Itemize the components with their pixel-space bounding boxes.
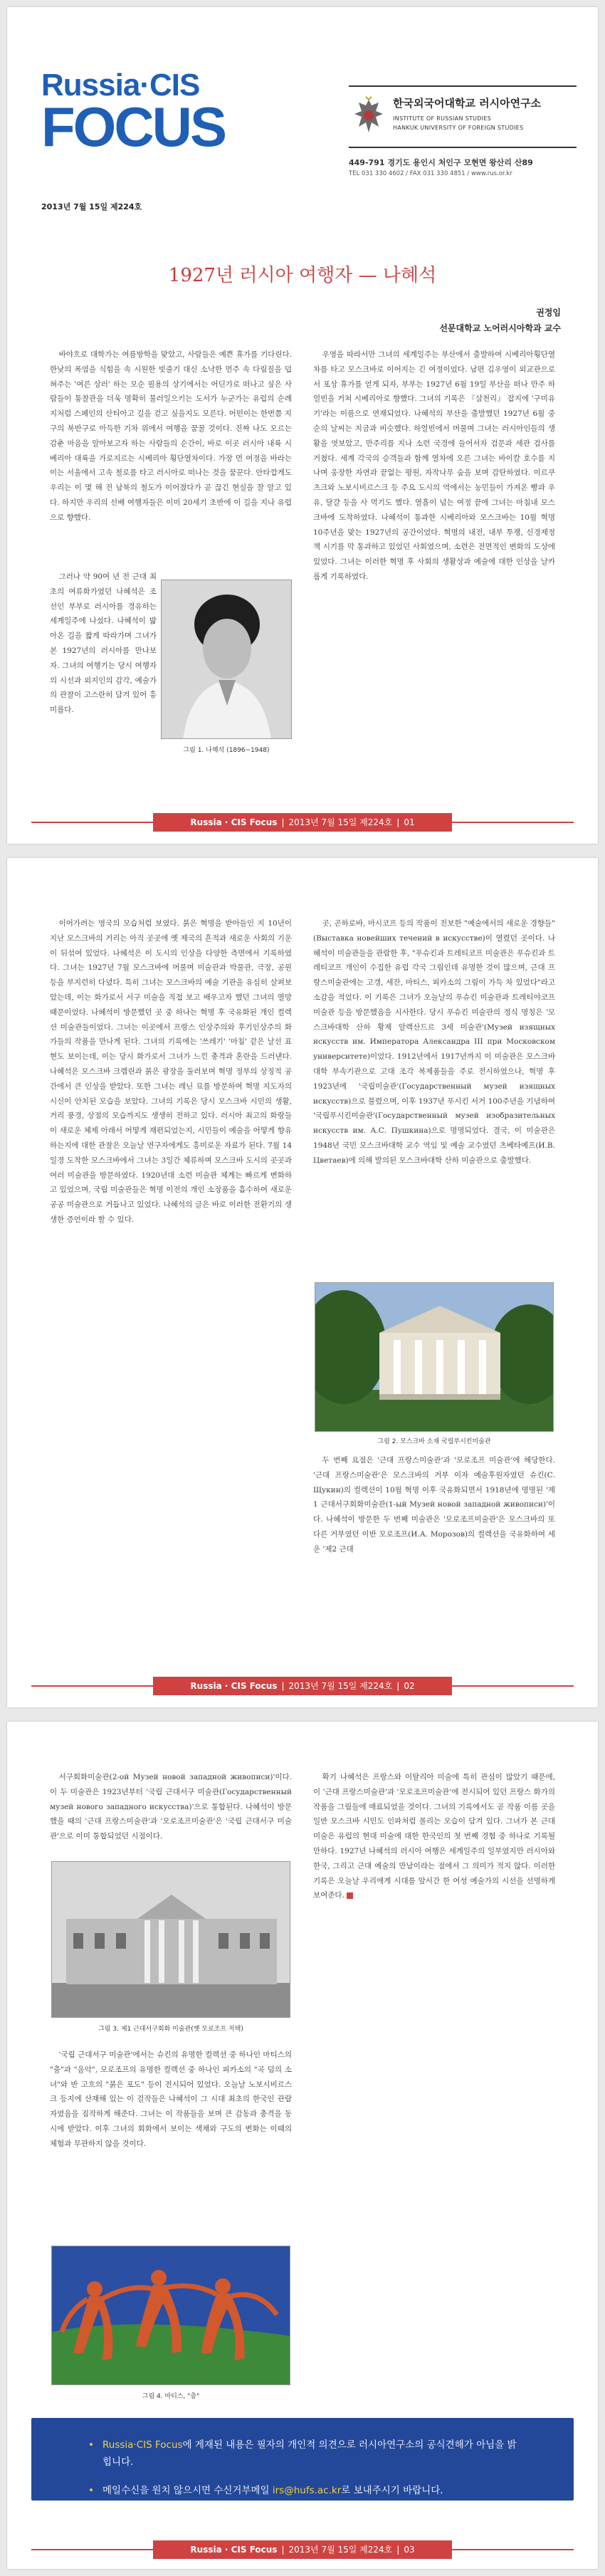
p2-paragraph: 곳, 곤하로바, 마시코프 등의 작품이 진보한 "예술에서의 새로운 경향들"(Выставка новейших течений в искусстве)이 열렸던 곳이다. 나혜석이 미술관들을 관람한 후, "푸슈킨과 트레티코프 미술관은 푸슈킨과 트레티코프 개인이 수집한 유럽 각국 그림인데 유명한 것이 많으며, 근대 프랑스미술관에는 고갱, 세잔, 마티스, 피카소의 그림이 가득 차 있었다"라고 소감을 적었다. 이 기록은 그녀가 오늘날의 푸슈킨 미술관과 트레티야코프 미술관 등을 방문했음을 시사한다. 당시 푸슈킨 미술관의 정식 명칭은 '모스크바대학 산하 황제 알렉산드르 3세 미술관'(Музей изящных искусств им. Императора Александра III при Московском университете)이었다. 1912년에서 1917년까지 이 미술관은 모스크바 대학 부속기관으로 고대 조각 복제품들을 주로 전시하였으나, 혁명 후 1923년에 '국립미술관'(Государственный музей изящных искусств)으로 불렸으며, 이후 1937년 푸시킨 서거 100주년을 기념하여 '국립푸시킨미술관'(Государственный музей изобразительных искусств им. А.С. Пушкина)으로 명명되었다. 결국, 이 미술관은 1948년 국민 모스크바대학 교수 역임 및 예술 교수였던 츠베타예프(И.В. Цветаев)에 의해 발의된 모스크바대학 산하 미술관으로 출발했다. xyxy=(313,919,555,1165)
end-mark-icon xyxy=(347,1892,353,1899)
photo2-caption: 그림 2. 모스크바 소재 국립푸시킨미술관 xyxy=(377,1438,491,1445)
footer-date: 2013년 7월 15일 제224호 xyxy=(288,817,393,827)
p2-paragraph: 이어가려는 영국의 모습처럼 보였다. 붉은 혁명을 받아들인 지 10년이 지난 모스크바의 거리는 아직 곳곳에 옛 제국의 흔적과 새로운 사회의 기운이 뒤섞여 있었다. 나혜석은 이 도시의 인상을 다양한 측면에서 기록하였다. 그녀는 1927년 7월 모스크바에 머물며 미술관과 박물관, 극장, 공원 등을 부지런히 다녔다. 특히 그녀는 모스크바의 예술 기관을 유심히 살펴보았는데, 이는 화가로서 서구 미술을 직접 보고 배우고자 했던 그녀의 열망 때문이었다. 나혜석이 방문했던 곳 중 하나는 혁명 후 국유화된 개인 컬렉션 미술관들이었다. 그녀는 이곳에서 프랑스 인상주의와 후기인상주의 화가들의 작품을 만나게 된다. 그녀의 기록에는 '쓰레기' '마침' 같은 날선 표현도 보이는데, 이는 당시 화가로서 그녀가 느낀 충격과 혼란을 드러낸다. 나혜석은 모스크바 크렘린과 붉은 광장을 둘러보며 혁명 정부의 상징적 공간에서 큰 인상을 받았다. 또한 그녀는 레닌 묘를 방문하여 혁명 지도자의 시신이 안치된 모습을 보았다. 그녀의 기록은 당시 모스크바 시민의 생활, 거리 풍경, 상점의 모습까지도 생생히 전하고 있다. 러시아 최고의 화랑들이 새로운 체제 아래서 어떻게 재편되었는지, 시민들이 예술을 어떻게 향유하는지에 대한 관찰은 오늘날 연구자에게도 흥미로운 자료가 된다. 7월 14일경 도착한 모스크바에서 그녀는 3일간 체류하며 모스크바 도시의 곳곳과 여러 미술관을 방문하였다. 1920년대 소련 미술관 체계는 빠르게 변화하고 있었으며, 국립 미술관들은 혁명 이전의 개인 소장품을 흡수하여 새로운 공공 미술관으로 거듭나고 있었다. 나혜석의 글은 바로 이러한 전환기의 생생한 증언이라 할 수 있다. xyxy=(50,919,292,1224)
institute-block xyxy=(349,85,577,148)
logo xyxy=(41,68,225,158)
issue-label: 2013년 7월 15일 제224호 xyxy=(41,202,142,211)
footer xyxy=(7,1675,598,1697)
page-2 xyxy=(7,858,598,1707)
photo3-caption: 그림 3. 제1 근대서구회화 미술관(옛 모로조프 저택) xyxy=(98,2026,243,2033)
footer-date: 2013년 7월 15일 제224호 xyxy=(288,1681,393,1691)
page-3 xyxy=(7,1722,598,2569)
museum-image xyxy=(315,1283,554,1432)
author-name: 권정임 xyxy=(536,308,561,318)
notice-box xyxy=(31,2418,574,2501)
notice-item xyxy=(88,2436,517,2471)
p3-col-right xyxy=(313,1770,555,1984)
notice-email-link[interactable]: irs@hufs.ac.kr xyxy=(272,2485,342,2496)
p1-col-left-top xyxy=(50,347,292,570)
notice-item xyxy=(88,2482,517,2499)
dance-painting xyxy=(51,2246,290,2385)
logo-bottom: FOCUS xyxy=(41,95,225,158)
p3-col-left-mid xyxy=(50,2048,292,2233)
p3-paragraph-text: 확기 나혜석은 프랑스와 이탈리아 미술에 특히 관심이 많았기 때문에, 이 '근대 프랑스미술관'과 '모로조프미술관'에 전시되어 있던 프랑스 화가의 작품을 그림들에 매료되었을 것이다. 그녀의 기록에서도 곧 작품 이름 곳을 일반 모스크바 시민도 인파처럼 몰리는 모습이 담겨 있다. 그녀가 본 근대 미술은 유럽의 현대 미술에 대한 한국인의 첫 번째 경험 중 하나로 기록될 만하다. 1927년 나혜석의 러시아 여행은 세계일주의 일부였지만 러시아와 한국, 그리고 근대 예술의 만남이라는 점에서 그 의미가 적지 않다. 이러한 기록은 오늘날 우리에게 시대를 앞서간 한 여성 예술가의 시선을 선명하게 보여준다. xyxy=(313,1773,555,1900)
footer-brand: Russia · CIS Focus xyxy=(190,817,278,827)
p2-col-right-bottom xyxy=(313,1453,555,1645)
museum-photo xyxy=(315,1282,554,1432)
portrait-image xyxy=(162,580,292,739)
eagle-emblem-icon xyxy=(350,95,387,137)
footer-page-number: 03 xyxy=(404,2545,415,2555)
author-affiliation: 선문대학교 노어러시아학과 교수 xyxy=(439,323,561,333)
p3-paragraph: 서구회화미술관(2-ой Музей новой западной живописи)'이다. 이 두 미술관은 1923년부터 '국립 근대서구 미술관(Государственный музей нового западного искусства)'으로 통합된다. 나혜석이 방문했을 때의 '근대 프랑스미술관'과 '모로조프미술관'은 '국립 근대서구 미술관'으로 이미 통합되었던 시점이다. xyxy=(50,1773,292,1841)
article-title: 1927년 러시아 여행자 — 나혜석 xyxy=(168,265,437,286)
institute-name-en-2: HANKUK UNIVERSITY OF FOREIGN STUDIES xyxy=(393,125,524,131)
footer xyxy=(7,812,598,833)
footer-date: 2013년 7월 15일 제224호 xyxy=(288,2545,393,2555)
footer-page-number: 01 xyxy=(404,817,415,827)
footer-page-number: 02 xyxy=(404,1681,415,1691)
notice-text: 메일수신을 원치 않으시면 수신거부메일 xyxy=(102,2485,270,2496)
p1-col-right xyxy=(313,347,555,775)
p1-col-left-bottom xyxy=(50,570,157,775)
dance-painting-image xyxy=(52,2246,290,2385)
notice-brand: Russia·CIS Focus xyxy=(102,2439,183,2451)
institute-name-ko: 한국외국어대학교 러시아연구소 xyxy=(393,97,542,110)
notice-text: 로 보내주시기 바랍니다. xyxy=(341,2485,443,2496)
notice-text: 에 게재된 내용은 필자의 개인적 의견으로 러시아연구소의 공식견해가 아님을 밝힙니다. xyxy=(102,2439,517,2468)
p1-paragraph: 우영을 따라서만 그녀의 세계일주는 부산에서 출발하여 시베리아횡단열차를 타고 모스크바로 이어지는 긴 여정이었다. 남편 김우영이 외교관으로서 포상 휴가를 얻게 되자, 부부는 1927년 6월 19일 부산을 떠나 만주 하얼빈을 거쳐 시베리아로 향했다. 그녀의 기록은 『삼천리』 잡지에 '구미유기'라는 이름으로 연재되었다. 나혜석의 부산을 출발했던 1927년 6월 중순의 날씨는 지금과 비슷했다. 하얼빈에서 머물며 그녀는 러시아인들의 생활을 엿보았고, 만주리를 지나 소련 국경에 들어서자 검문과 세관 검사를 거쳤다. 세계 각국의 승객들과 함께 열차에 오른 그녀는 바이칼 호수를 지나며 웅장한 자연과 끝없는 평원, 자작나무 숲을 보며 감탄하였다. 이르쿠츠크와 노보시비르스크 등 주요 도시의 역에서는 농민들이 가져온 빵과 우유, 달걀 등을 사 먹기도 했다. 열흘이 넘는 여정 끝에 그녀는 마침내 모스크바에 도착하였다. 나혜석이 통과한 시베리아와 모스크바는 10월 혁명 10주년을 맞는 1927년의 공간이었다. 혁명의 내전, 내부 투쟁, 신경제정책 시기를 막 통과하고 있었던 사회였으며, 소련은 전면적인 변화의 도상에 있었다. 그녀는 이러한 혁명 후 사회의 생활상과 예술에 대한 인상을 날카롭게 기록하였다. xyxy=(313,350,555,581)
contact-line: TEL 031 330 4602 / FAX 031 330 4851 / www.rus.or.kr xyxy=(349,170,512,177)
p2-col-left xyxy=(50,916,292,1643)
photo1-caption: 그림 1. 나혜석 (1896~1948) xyxy=(183,747,270,754)
footer-bar: Russia · CIS Focus | 2013년 7월 15일 제224호 | 02 xyxy=(153,1677,452,1695)
p2-col-right-top xyxy=(313,916,555,1272)
footer-brand: Russia · CIS Focus xyxy=(190,2545,278,2555)
p1-paragraph: 바야흐로 대학가는 여름방학을 맞았고, 사람들은 예쁜 휴가를 기다린다. 한낮의 폭염을 식힘을 속 시원한 빗줄기 대신 소낙한 먼주 속 다림질을 덥혀주는 '여른 상러' 하는 모순 필용의 상기에서는 어딘가로 떠나고 싶은 사람들이 통찰관을 더욱 명확히 불러일으키는 도서가 누군가는 유럽의 순례지처럼 스페인의 산티아고 길을 걷고 싶을지도 모른다. 어떤이는 한번쯤 지구의 북반구로 아득한 기차 위에서 여행을 꿈꿀 것이다. 진짜 나도 모르는 감춘 마음을 알아보고자 하는 사람들의 순간이, 바로 이곳 러시아 내륙 시베리아 대륙을 가로지르는 시베리아 횡단열차이다. 가장 먼 여정을 바라는 이는 서울에서 고속 철로를 타고 러시아로 떠나는 것을 꿈꾼다. 안타깝게도 우리는 이 몇 해 전 남북의 철도가 이어졌다가 곧 끊긴 현실을 잘 알고 있다. 하지만 우리의 선배 여행자들은 이미 20세기 초반에 이 길을 지나 유럽으로 향했다. xyxy=(50,350,292,522)
footer xyxy=(7,2539,598,2560)
footer-bar: Russia · CIS Focus | 2013년 7월 15일 제224호 | 03 xyxy=(153,2540,452,2559)
address-line: 449-791 경기도 용인시 처인구 모현면 왕산리 산89 xyxy=(349,158,533,167)
footer-bar: Russia · CIS Focus | 2013년 7월 15일 제224호 | 01 xyxy=(153,813,452,832)
institute-name-en-1: INSTITUTE OF RUSSIAN STUDIES xyxy=(393,115,492,122)
page-1 xyxy=(7,7,598,844)
p2-paragraph: 두 번째 요점은 '근대 프랑스미술관'과 '모로조프 미술관'에 해당한다. '근대 프랑스미술관'은 모스크바의 거부 이자 예술후원자였던 슈킨(С. Щукин)의 컬렉션이 10월 혁명 이후 국유화되면서 1918년에 명명된 '제1 근대서구회화미술관(1-ый Музей новой западной живописи)'이다. 나혜석이 방문한 두 번째 미술관은 '모로조프미술관'은 모스크바의 또 다른 거부였던 이반 모로조프(И.А. Морозов)의 컬렉션을 국유화하여 세운 '제2 근대 xyxy=(313,1456,555,1554)
logo-top: Russia·CIS xyxy=(41,68,200,103)
p3-paragraph: '국립 근대서구 미술관'에서는 슈킨의 유명한 컬렉션 중 하나인 마티스의 "춤"과 "음악", 모로조프의 유명한 컬렉션 중 하나인 피카소의 "곡 덤의 소녀"와 반 고흐의 "붉은 포도" 등이 전시되어 있었다. 오늘날 노보시비르스크 등지에 산재해 있는 이 걸작들은 나혜석이 그 시대 최초의 한국인 관람자였음을 짐작하게 해준다. 그녀는 이 작품들을 보며 큰 감동과 충격을 동시에 받았다. 이후 그녀의 회화에서 보이는 색채와 구도의 변화는 이때의 체험과 무관하지 않을 것이다. xyxy=(50,2051,292,2148)
mansion-photo xyxy=(51,1861,290,2018)
address-block xyxy=(349,157,577,177)
p3-paragraph xyxy=(313,1770,555,1903)
portrait-photo xyxy=(161,580,292,739)
footer-brand: Russia · CIS Focus xyxy=(190,1681,278,1691)
p1-paragraph: 그러나 약 90여 년 전 근대 최초의 여류화가였던 나혜석은 조선인 부부로 러시아를 경유하는 세계일주에 나섰다. 나혜석이 밟아온 길을 짧게 따라가며 그녀가 본 1927년의 러시아를 만나보자. 그녀의 여행기는 당시 여행자의 시선과 외지인의 감각, 예술가의 관찰이 고스란히 담겨 있어 흥미롭다. xyxy=(50,572,157,715)
p3-col-left-top xyxy=(50,1770,292,1848)
mansion-image xyxy=(52,1862,290,2018)
photo4-caption: 그림 4. 마티스, "춤" xyxy=(142,2393,200,2400)
